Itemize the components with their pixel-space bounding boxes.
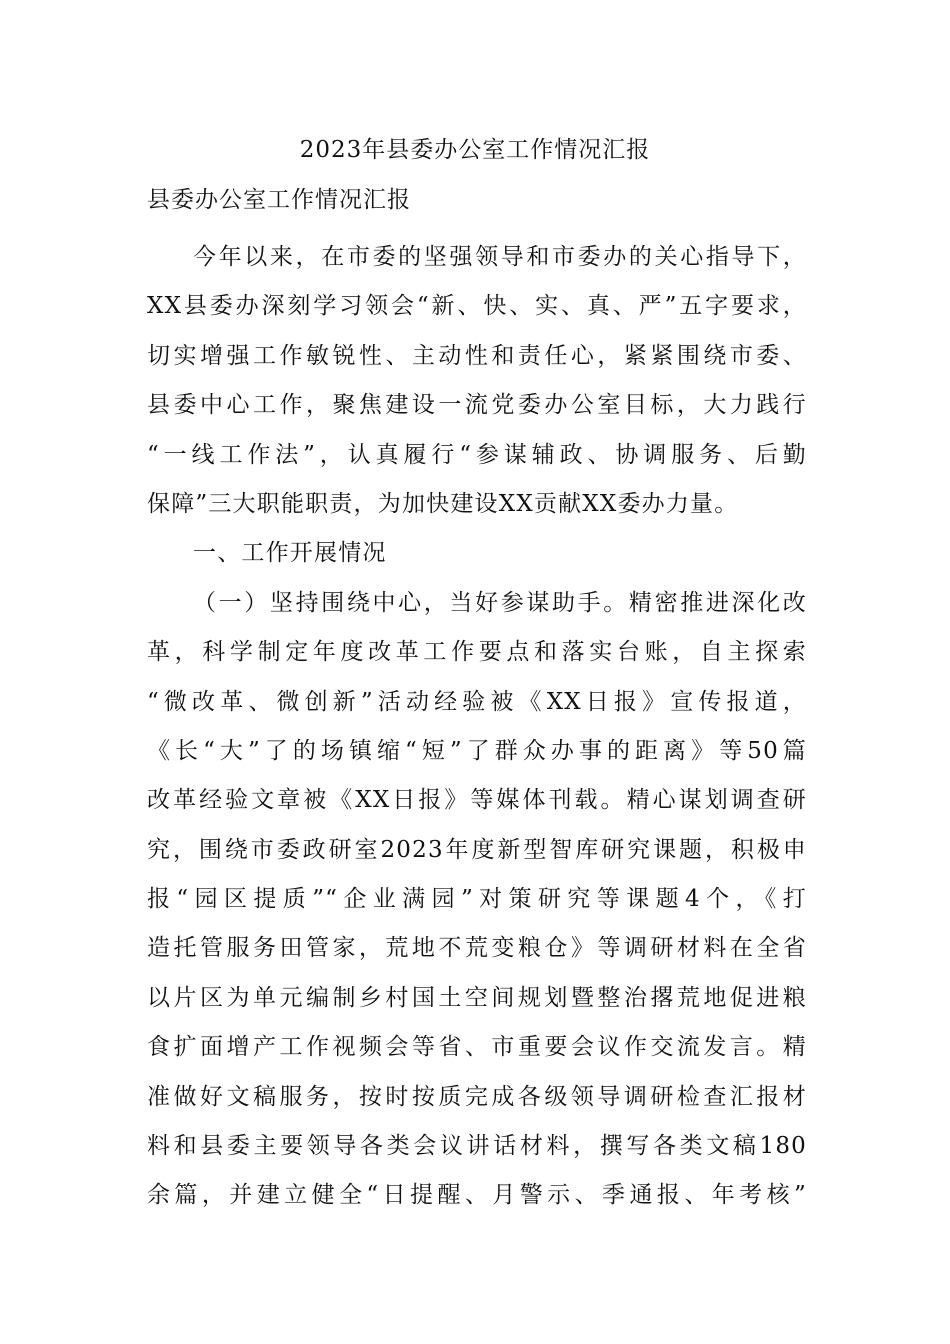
body-line: 《长“大”了的场镇缩“短”了群众办事的距离》等50篇	[147, 737, 807, 764]
document-subtitle: 县委办公室工作情况汇报	[147, 187, 411, 213]
body-line: 造托管服务田管家，荒地不荒变粮仓》等调研材料在全省	[147, 935, 807, 962]
body-line: “微改革、微创新”活动经验被《XX日报》宣传报道，	[147, 688, 807, 715]
body-line: 准做好文稿服务，按时按质完成各级领导调研检查汇报材	[147, 1083, 807, 1110]
document-title: 2023年县委办公室工作情况汇报	[299, 137, 651, 163]
body-line: 改革经验文章被《XX日报》等媒体刊载。精心谋划调查研	[147, 787, 807, 814]
body-line: 切实增强工作敏锐性、主动性和责任心，紧紧围绕市委、	[147, 342, 807, 369]
body-line: 今年以来，在市委的坚强领导和市委办的关心指导下，	[193, 244, 807, 270]
document-body	[147, 233, 807, 1221]
body-line: （一）坚持围绕中心，当好参谋助手。精密推进深化改	[193, 589, 807, 616]
body-line: 料和县委主要领导各类会议讲话材料，撰写各类文稿180	[147, 1133, 807, 1160]
body-line: 以片区为单元编制乡村国土空间规划暨整治撂荒地促进粮	[147, 984, 807, 1011]
body-line: “一线工作法”，认真履行“参谋辅政、协调服务、后勤	[147, 441, 807, 468]
body-line: 余篇，并建立健全“日提醒、月警示、季通报、年考核”	[147, 1182, 807, 1209]
body-line: 革，科学制定年度改革工作要点和落实台账，自主探索	[147, 639, 807, 666]
body-line: 食扩面增产工作视频会等省、市重要会议作交流发言。精	[147, 1034, 807, 1061]
body-line: 保障”三大职能职责，为加快建设XX贡献XX委办力量。	[147, 490, 739, 517]
section-heading: 一、工作开展情况	[193, 540, 387, 567]
body-line: XX县委办深刻学习领会“新、快、实、真、严”五字要求，	[147, 293, 807, 320]
body-line: 县委中心工作，聚焦建设一流党委办公室目标，大力践行	[147, 392, 807, 419]
body-line: 报“园区提质”“企业满园”对策研究等课题4个，《打	[147, 886, 807, 913]
body-line: 究，围绕市委政研室2023年度新型智库研究课题，积极申	[147, 836, 807, 863]
